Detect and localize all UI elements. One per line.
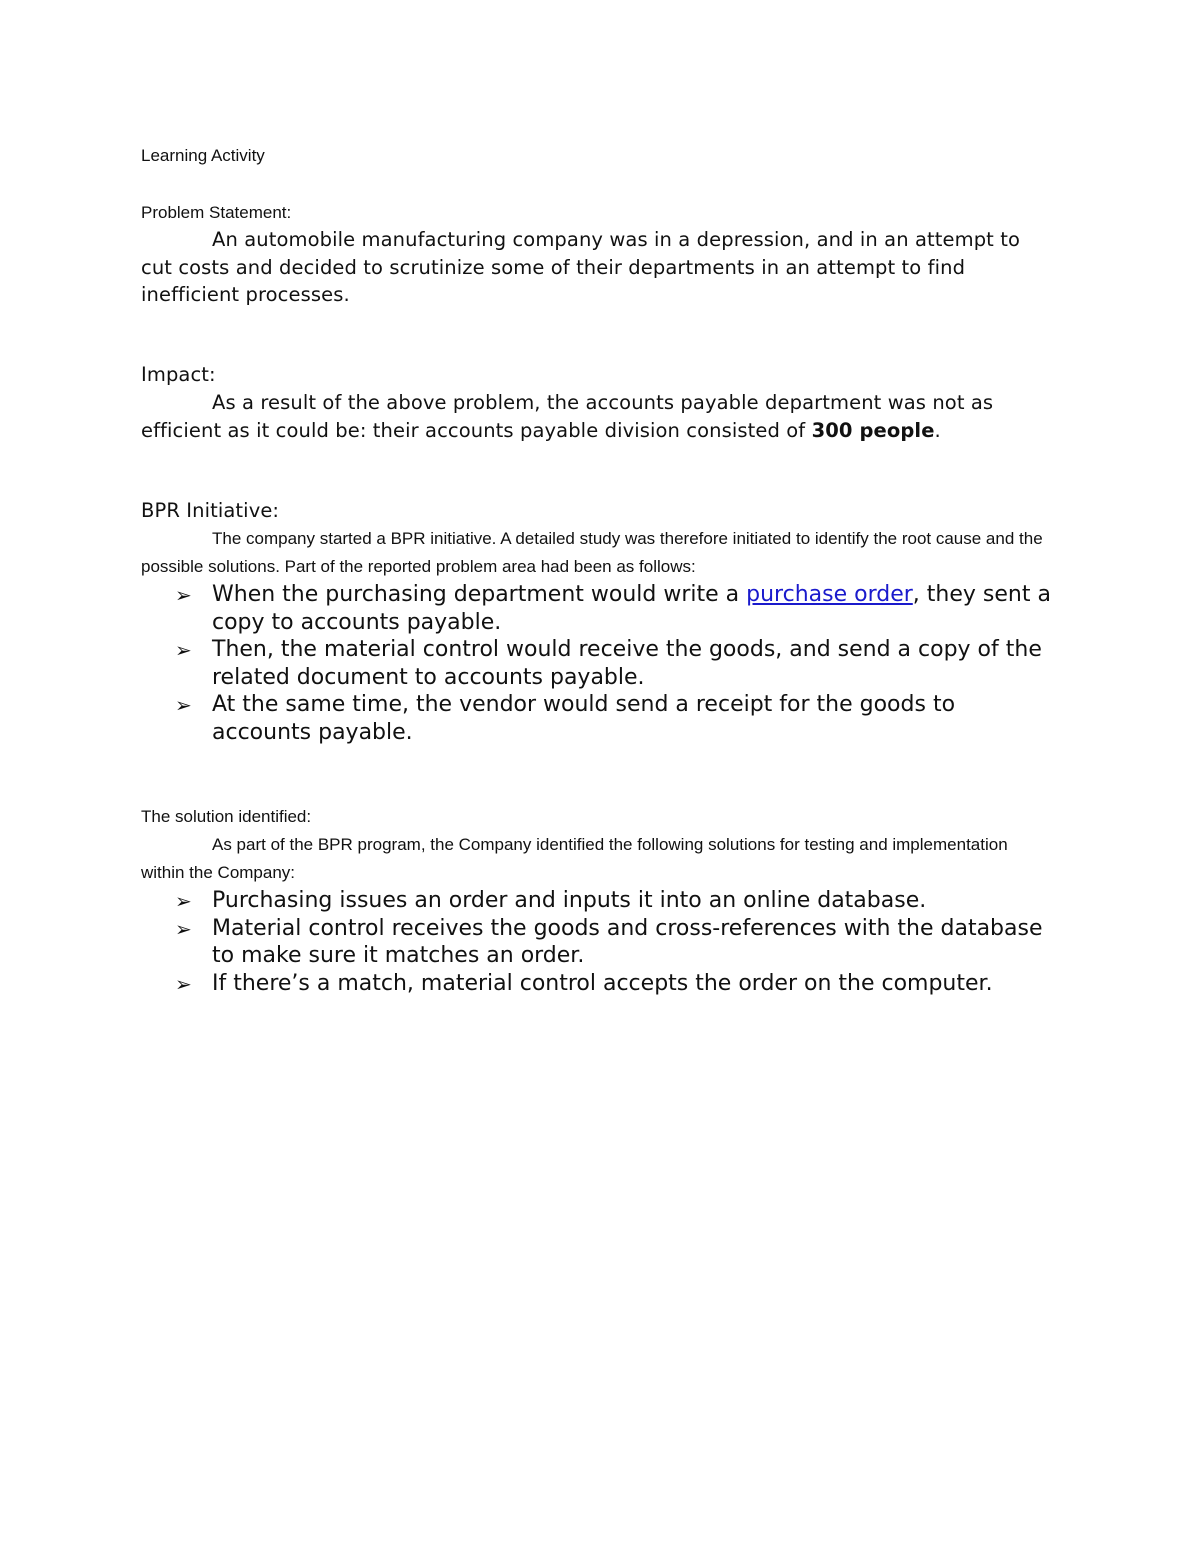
arrowhead-bullet-icon: ➢ — [175, 916, 192, 941]
purchase-order-link[interactable]: purchase order — [746, 582, 913, 607]
solution-item: Material control receives the goods and cross-references with the database to make sure it matches an order. — [212, 915, 1043, 968]
list-item — [141, 581, 1061, 636]
bpr-heading: BPR Initiative: — [141, 499, 280, 522]
problem-text: An automobile manufacturing company was in a depression, and in an attempt to cut costs and decided to scrutinize some of their departments in an attempt to find inefficient processes. — [141, 228, 1020, 306]
solution-bullet-list — [141, 887, 1061, 997]
arrowhead-bullet-icon: ➢ — [175, 693, 192, 717]
impact-text — [141, 389, 1051, 444]
impact-heading: Impact: — [141, 363, 216, 386]
bpr-bullet-2: Then, the material control would receive the goods, and send a copy of the related document to accounts payable. — [212, 637, 1042, 690]
solution-intro: As part of the BPR program, the Company identified the following solutions for testing and implementation within the Company: — [141, 835, 1008, 882]
problem-heading: Problem Statement: — [141, 203, 292, 222]
bpr-bullet-1-after: , they sent a copy to accounts payable. — [212, 582, 1051, 635]
list-item — [141, 887, 1061, 915]
document-title: Learning Activity — [141, 146, 265, 165]
list-item — [141, 970, 1061, 998]
bpr-intro: The company started a BPR initiative. A detailed study was therefore initiated to identify the root cause and the possible solutions. Part of the reported problem area had been as follows: — [141, 529, 1043, 576]
impact-emphasis: 300 people — [811, 418, 935, 442]
solution-item: Purchasing issues an order and inputs it into an online database. — [212, 888, 927, 913]
impact-text-before: As a result of the above problem, the accounts payable department was not as efficient as it could be: their accounts payable division consisted of — [141, 391, 994, 442]
bpr-bullet-3: At the same time, the vendor would send a receipt for the goods to accounts payable. — [212, 692, 956, 745]
list-item — [141, 691, 1061, 746]
solution-heading: The solution identified: — [141, 807, 312, 826]
impact-text-after: . — [934, 418, 941, 442]
arrowhead-bullet-icon: ➢ — [175, 638, 192, 662]
list-item — [141, 636, 1061, 691]
arrowhead-bullet-icon: ➢ — [175, 971, 192, 996]
list-item — [141, 915, 1061, 970]
arrowhead-bullet-icon: ➢ — [175, 889, 192, 913]
bpr-bullet-1-before: When the purchasing department would write a — [212, 582, 747, 607]
arrowhead-bullet-icon: ➢ — [175, 583, 192, 607]
solution-item: If there’s a match, material control accepts the order on the computer. — [212, 970, 993, 996]
bpr-bullet-list — [141, 581, 1061, 746]
